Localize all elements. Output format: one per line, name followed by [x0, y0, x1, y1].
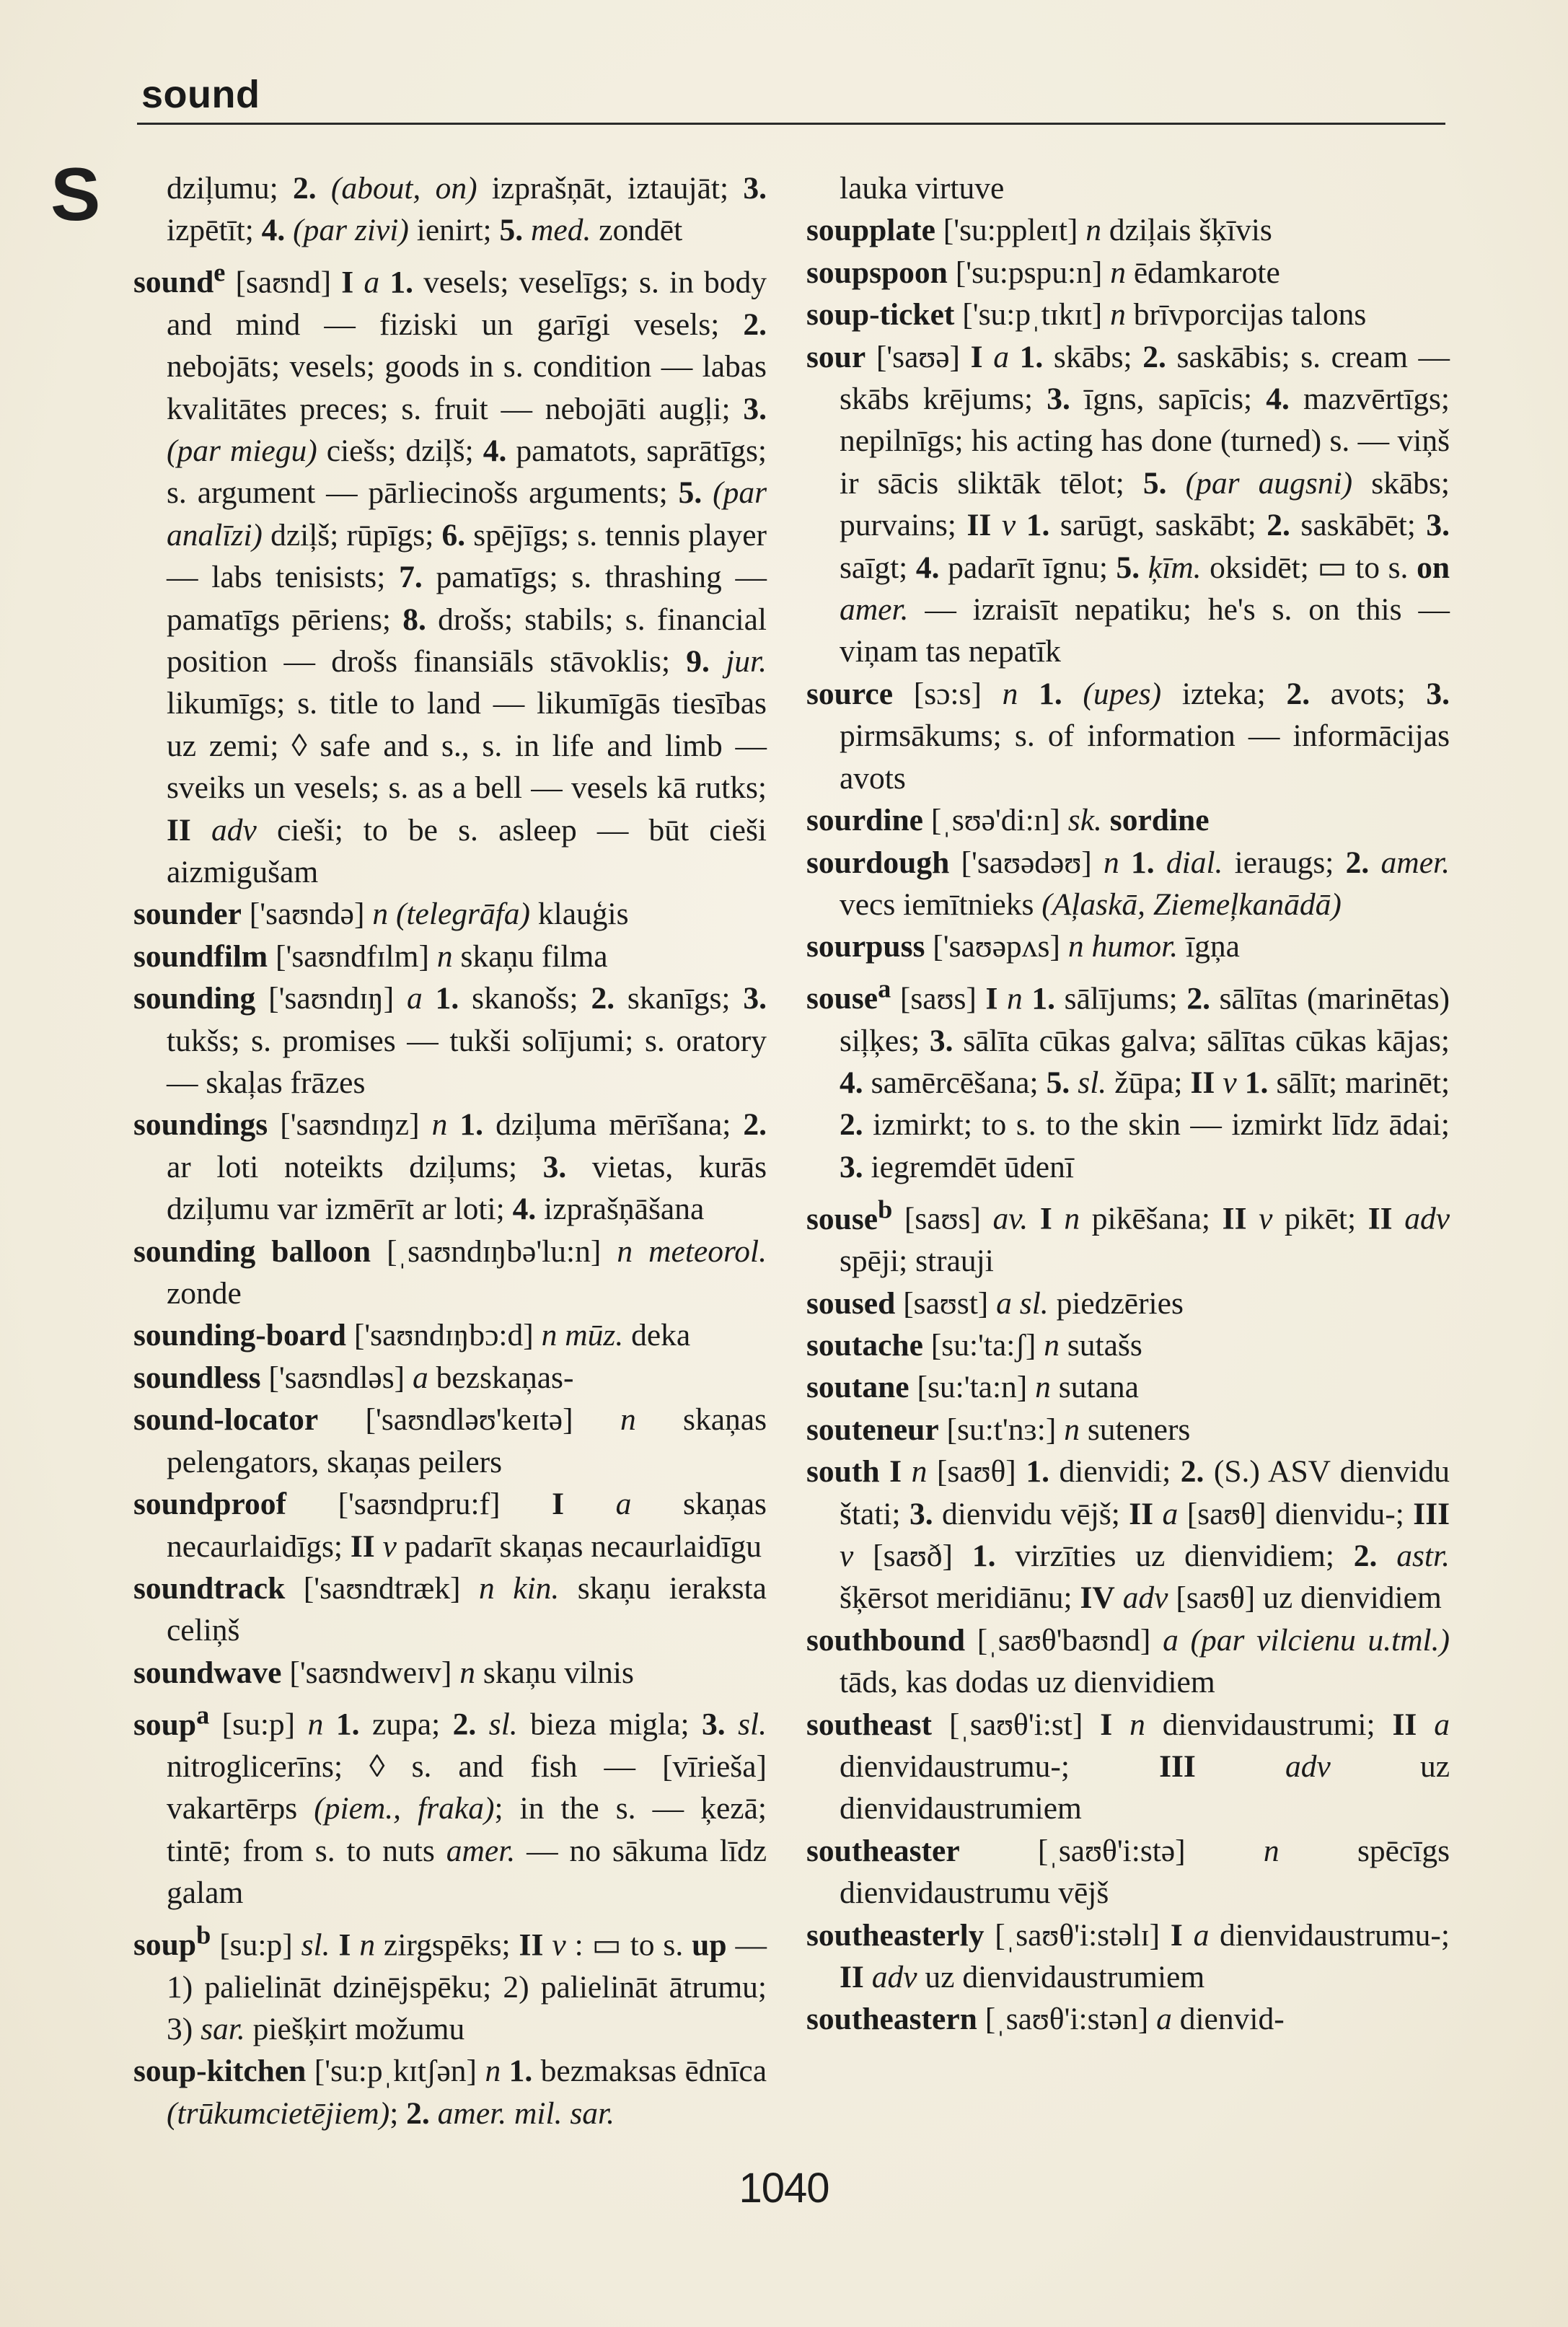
- dictionary-entry: soutache [su:'ta:ʃ] n sutašs: [806, 1327, 1142, 1363]
- dictionary-entry: soup$^b$ [su:p] sl. I n zirgspēks; II v : ▭ to s. up — 1) palielināt dzinējspēku; 2) palielināt ātrumu; 3) sar. piešķirt možumu: [133, 1920, 767, 2046]
- dictionary-entry: sounding ['saʊndɪŋ] a 1. skanošs; 2. skanīgs; 3. tukšs; s. promises — tukši solījumi; s. oratory — skaļas frāzes: [133, 981, 767, 1101]
- dictionary-entry: soup$^a$ [su:p] n 1. zupa; 2. sl. bieza migla; 3. sl. nitroglicerīns; ◊ s. and fish — [vīriešа] vakartērps (piem., fraka); in the s. — ķezā; tintē; from s. to nuts amer. — no sākuma līdz galam: [133, 1700, 767, 1911]
- dictionary-entry: sounding-board ['saʊndɪŋbɔ:d] n mūz. deka: [133, 1318, 691, 1353]
- dictionary-entry: souteneur [su:t'nɜ:] n suteners: [806, 1412, 1191, 1447]
- dictionary-entry: soupplate ['su:ppleɪt] n dziļais šķīvis: [806, 213, 1272, 248]
- thumb-index-letter: S: [50, 153, 101, 237]
- dictionary-entry: soundproof ['saʊndpru:f] I a skaņas necaurlaidīgs; II v padarīt skaņas necaurlaidīgu: [133, 1487, 767, 1564]
- dictionary-entry: sound-locator ['saʊndləʊ'keɪtə] n skaņas pelengators, skaņas peilers: [133, 1402, 767, 1479]
- dictionary-entry: soundtrack ['saʊndtræk] n kin. skaņu ieraksta celiņš: [133, 1570, 767, 1648]
- dictionary-entry: southeasterly [ˌsaʊθ'i:stəlɪ] I a dienvidaustrumu-; II adv uz dienvidaustrumiem: [806, 1917, 1450, 1995]
- dictionary-entry: soup-ticket ['su:pˌtɪkɪt] n brīvporcijas talons: [806, 297, 1367, 333]
- dictionary-entry: southbound [ˌsaʊθ'baʊnd] a (par vilcienu u.tml.) tāds, kas dodas uz dienvidiem: [806, 1622, 1450, 1700]
- dictionary-entry: soundings ['saʊndɪŋz] n 1. dziļuma mērīšana; 2. ar loti noteikts dziļums; 3. vietas, kurās dziļumu var izmērīt ar loti; 4. izprašņāšana: [133, 1107, 767, 1227]
- dictionary-entry: soundwave ['saʊndweɪv] n skaņu vilnis: [133, 1655, 634, 1690]
- header-rule: [137, 123, 1445, 125]
- dictionary-entry: sour ['saʊə] I a 1. skābs; 2. saskābis; s. cream — skābs krējums; 3. īgns, sapīcis; 4. mazvērtīgs; nepilnīgs; his acting has done (turned) s. — viņš ir sācis sliktāk tēlot; 5. (par augsni) skābs; purvains; II v 1. sarūgt, saskābt; 2. saskābēt; 3. saīgt; 4. padarīt īgnu; 5. ķīm. oksidēt; ▭ to s. on amer. — izraisīt nepatiku; he's s. on this — viņam tas nepatīk: [806, 339, 1450, 669]
- dictionary-entry: southeastern [ˌsaʊθ'i:stən] a dienvid-: [806, 2002, 1285, 2037]
- running-head: sound: [141, 73, 260, 116]
- dictionary-entry: soupspoon ['su:pspu:n] n ēdamkarote: [806, 255, 1280, 290]
- dictionary-entry: sourpuss ['saʊəpʌs] n humor. īgņa: [806, 929, 1240, 964]
- dictionary-entry: sourdough ['saʊədəʊ] n 1. dial. ieraugs; 2. amer. vecs iemītnieks (Aļaskā, Ziemeļkanādā): [806, 845, 1450, 922]
- dictionary-entry: southeaster [ˌsaʊθ'i:stə] n spēcīgs dienvidaustrumu vējš: [806, 1833, 1450, 1911]
- dictionary-entry: sourdine [ˌsʊə'di:n] sk. sordine: [806, 803, 1210, 838]
- dictionary-entry: sounder ['saʊndə] n (telegrāfa) klauģis: [133, 897, 629, 932]
- dictionary-entry: soutane [su:'ta:n] n sutana: [806, 1370, 1139, 1405]
- dictionary-entry: soundless ['saʊndləs] a bezskaņas-: [133, 1360, 574, 1395]
- dictionary-entry: soused [saʊst] a sl. piedzēries: [806, 1285, 1184, 1321]
- dictionary-entry: source [sɔ:s] n 1. (upes) izteka; 2. avots; 3. pirmsākums; s. of information — informācijas avots: [806, 676, 1450, 796]
- entry-continuation: lauka virtuve: [840, 171, 1005, 206]
- dictionary-entry: souse$^b$ [saʊs] av. I n pikēšana; II v pikēt; II adv spēji; strauji: [806, 1195, 1450, 1279]
- dictionary-entry: southeast [ˌsaʊθ'i:st] I n dienvidaustrumi; II a dienvidaustrumu-; III adv uz dienvidaustrumiem: [806, 1707, 1450, 1826]
- entry-continuation: dziļumu; 2. (about, on) izprašņāt, iztaujāt; 3. izpētīt; 4. (par zivi) ienirt; 5. med. zondēt: [167, 171, 767, 248]
- dictionary-entry: soup-kitchen ['su:pˌkɪtʃən] n 1. bezmaksas ēdnīca (trūkumcietējiem); 2. amer. mil. sar.: [133, 2054, 767, 2131]
- left-column: [133, 167, 767, 2134]
- dictionary-entry: soundfilm ['saʊndfɪlm] n skaņu filma: [133, 938, 608, 974]
- dictionary-entry: souse$^a$ [saʊs] I n 1. sālījums; 2. sālītas (marinētas) siļķes; 3. sālīta cūkas galva; sālītas cūkas kājas; 4. samērcēšana; 5. sl. žūpa; II v 1. sālīt; marinēt; 2. izmirkt; to s. to the skin — izmirkt līdz ādai; 3. iegremdēt ūdenī: [806, 974, 1450, 1184]
- dictionary-entry: sound$^e$ [saʊnd] I a 1. vesels; veselīgs; s. in body and mind — fiziski un garīgi vesels; 2. nebojāts; vesels; goods in s. condition — labas kvalitātes preces; s. fruit — nebojāti augļi; 3. (par miegu) ciešs; dziļš; 4. pamatots, saprātīgs; s. argument — pārliecinošs arguments; 5. (par analīzi) dziļš; rūpīgs; 6. spējīgs; s. tennis player — labs tenisists; 7. pamatīgs; s. thrashing — pamatīgs pēriens; 8. drošs; stabils; s. financial position — drošs finansiāls stāvoklis; 9. jur. likumīgs; s. title to land — likumīgās tiesības uz zemi; ◊ safe and s., s. in life and limb — sveiks un vesels; s. as a bell — vesels kā rutks; II adv cieši; to be s. asleep — būt cieši aizmigušam: [133, 258, 767, 889]
- page-number: 1040: [739, 2165, 829, 2212]
- dictionary-entry: sounding balloon [ˌsaʊndɪŋbə'lu:n] n meteorol. zonde: [133, 1233, 767, 1311]
- dictionary-entry: south I n [saʊθ] 1. dienvidi; 2. (S.) ASV dienvidu štati; 3. dienvidu vējš; II a [saʊθ] dienvidu-; III v [saʊð] 1. virzīties uz dienvidiem; 2. astr. šķērsot meridiānu; IV adv [saʊθ] uz dienvidiem: [806, 1454, 1450, 1616]
- right-column: [806, 167, 1450, 2041]
